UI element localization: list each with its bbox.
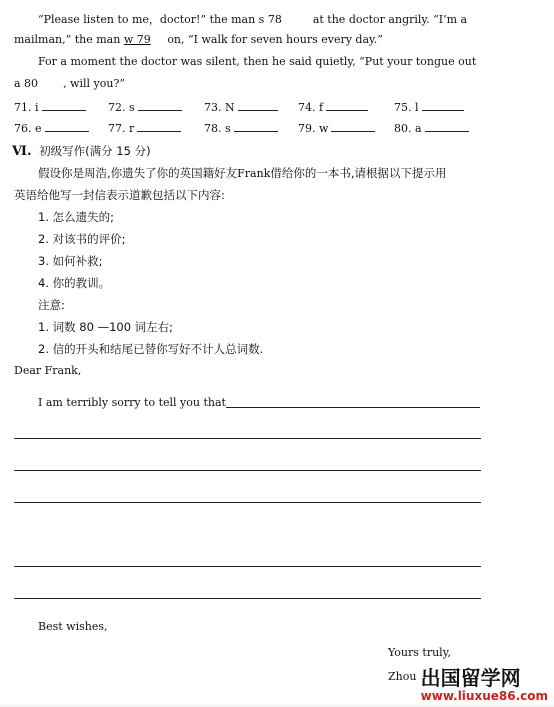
blank-80: a 80 [14, 77, 39, 90]
writing-line[interactable] [14, 566, 481, 567]
writing-line[interactable] [14, 502, 481, 503]
q80-label: 80. a [394, 122, 422, 135]
watermark-url: www.liuxue86.com [420, 689, 548, 703]
friend-name: Frank [237, 167, 271, 180]
writing-line[interactable] [14, 438, 481, 439]
list-item: 4. 你的教训。 [38, 276, 111, 290]
q73-label: 73. N [204, 101, 235, 114]
q77-label: 77. r [108, 122, 135, 135]
para-line-1-a: “Please listen to me，doctor!” the man s 78 [38, 13, 282, 26]
list-item: 1. 怎么遗失的; [38, 210, 115, 224]
para-line-2-b: on, “I walk for seven hours every day.” [167, 33, 383, 46]
section-roman-numeral: Ⅵ. [12, 144, 32, 159]
q75-answer-blank[interactable] [422, 100, 464, 111]
section-title [12, 143, 151, 159]
note-item: 1. 词数 80 —100 词左右; [38, 320, 174, 334]
note-item: 2. 信的开头和结尾已替你写好不计人总词数. [38, 342, 264, 356]
q80-answer-blank[interactable] [425, 121, 469, 132]
q77-answer-blank[interactable] [137, 121, 181, 132]
section-title-text: 初级写作(满分 15 分) [39, 144, 151, 158]
para-line-1-b: at the doctor angrily. “I’m a [312, 13, 468, 26]
list-item: 2. 对该书的评价; [38, 232, 126, 246]
q71-answer-blank[interactable] [42, 100, 86, 111]
letter-closing: Best wishes, [38, 620, 108, 633]
q71-label: 71. i [14, 101, 39, 114]
q76-label: 76. e [14, 122, 42, 135]
q74-label: 74. f [298, 101, 324, 114]
para-line-3: For a moment the doctor was silent, then he said quietly, “Put your tongue out [38, 55, 477, 68]
watermark-text: 出国留学网 [420, 666, 521, 690]
q72-label: 72. s [108, 101, 135, 114]
writing-line[interactable] [14, 470, 481, 471]
letter-greeting: Dear Frank, [14, 364, 82, 377]
q75-label: 75. l [394, 101, 419, 114]
q78-label: 78. s [204, 122, 231, 135]
q74-answer-blank[interactable] [326, 100, 368, 111]
page-bottom-edge [0, 703, 554, 707]
letter-signature: Zhou [388, 670, 417, 683]
note-label: 注意: [38, 298, 65, 312]
q72-answer-blank[interactable] [138, 100, 182, 111]
instruction-line-1-b: 借给你的一本书,请根据以下提示用 [270, 166, 447, 180]
writing-line[interactable] [14, 598, 481, 599]
para-line-4 [14, 77, 125, 90]
instruction-line-1-a: 假设你是周浩,你遗失了你的英国籍好友 [38, 166, 238, 180]
q78-answer-blank[interactable] [234, 121, 278, 132]
para-line-2 [14, 33, 383, 46]
q76-answer-blank[interactable] [45, 121, 89, 132]
instruction-line-2: 英语给他写一封信表示道歉包括以下内容: [14, 188, 225, 202]
q79-label: 79. w [298, 122, 329, 135]
letter-opening: I am terribly sorry to tell you that [38, 396, 226, 409]
para-line-2-a: mailman,” the man [14, 33, 121, 46]
q73-answer-blank[interactable] [238, 100, 278, 111]
q79-answer-blank[interactable] [331, 121, 375, 132]
instruction-line-1 [38, 165, 447, 181]
para-line-1 [38, 11, 467, 27]
para-line-4-b: , will you?” [63, 77, 125, 90]
list-item: 3. 如何补救; [38, 254, 103, 268]
site-watermark [421, 662, 548, 703]
writing-line[interactable] [226, 407, 480, 408]
blank-79: w 79 [123, 33, 151, 46]
letter-signoff: Yours truly, [388, 646, 451, 659]
